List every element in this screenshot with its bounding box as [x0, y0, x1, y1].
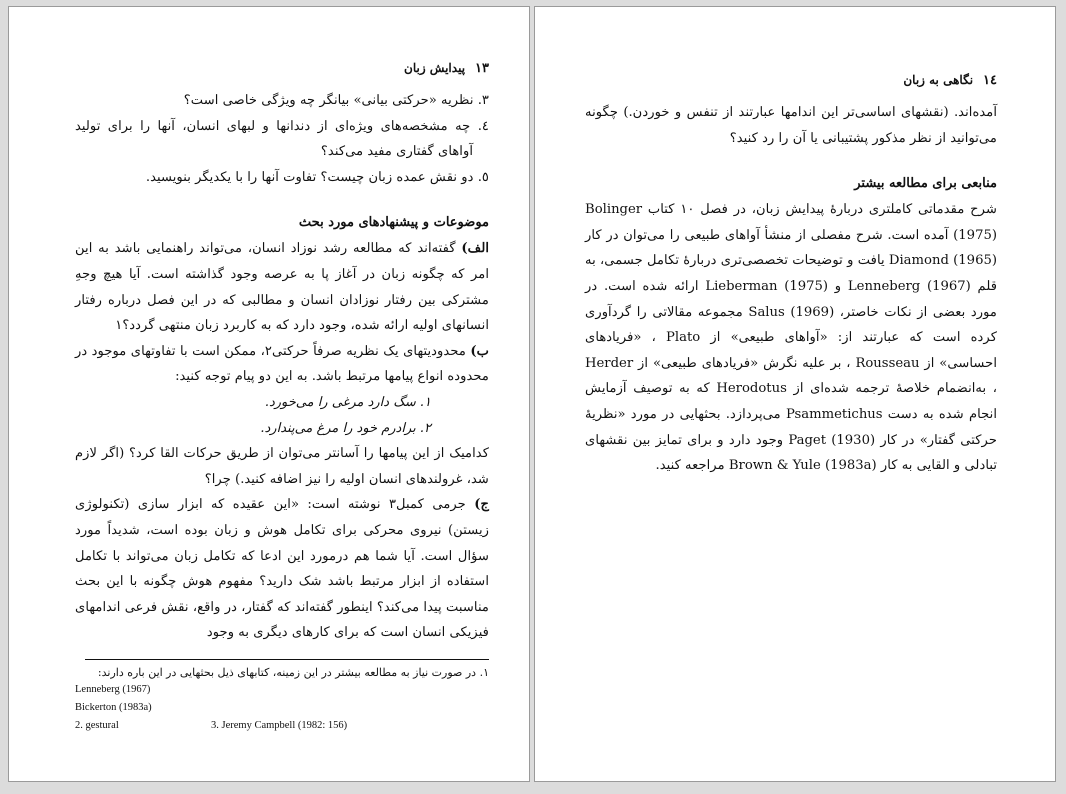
- question-4: ٤. چه مشخصه‌های ویژه‌ای از دندانها و لبهای انسان، آنها را برای تولید آواهای گفتاری مفید می‌کند؟: [75, 118, 489, 160]
- paragraph-continued: آمده‌اند. (نقشهای اساسی‌تر این اندامها عبارتند از تنفس و خوردن.) چگونه می‌توانید از نظر مذکور پشتیبانی یا آن را رد کنید؟: [585, 105, 997, 146]
- footnote-2: 2. gestural: [75, 720, 119, 731]
- question-5: ٥. دو نقش عمده زبان چیست؟ تفاوت آنها را با یکدیگر بنویسید.: [145, 169, 489, 185]
- left-page: [8, 6, 530, 782]
- example-2: ۲. برادرم خود را مرغ می‌پندارد.: [260, 420, 431, 436]
- right-page: [534, 6, 1056, 782]
- right-page-content: [585, 73, 997, 479]
- paragraph-a-text: گفته‌اند که مطالعه رشد نوزاد انسان، می‌تواند راهنمایی باشد به این امر که چگونه زبان در آغاز پا به عرصه وجود گذاشته است. آیا هیچ وجهِ مشترکی بین رفتار نوزادان انسان و مطالبی که در این فصل درباره رفتار انسانهای اولیه ارائه شده، وجود دارد که به کاربرد زبان منتهی گردد؟۱: [75, 241, 489, 334]
- footnote-ref-lenneberg: Lenneberg (1967): [75, 684, 151, 695]
- footnote-ref-bickerton: Bickerton (1983a): [75, 702, 152, 713]
- paragraph-a-label: الف): [461, 241, 489, 257]
- running-title: پیدایش زبان: [404, 61, 466, 75]
- right-page-header: [585, 73, 997, 88]
- footnote-1: ۱. در صورت نیاز به مطالعه بیشتر در این زمینه، کتابهای ذیل بحثهایی در این باره دارند:: [97, 666, 489, 679]
- section-heading-topics: موضوعات و پیشنهادهای مورد بحث: [298, 215, 489, 231]
- paragraph-b-text: محدودیتهای یک نظریه صرفاً حرکتی۲، ممکن است با تفاوتهای موجود در محدوده انواع پیامها مرتبط باشد. به این دو پیام توجه کنید:: [75, 343, 489, 385]
- question-3: ۳. نظریه «حرکتی بیانی» بیانگر چه ویژگی خاصی است؟: [183, 93, 489, 108]
- left-page-header: [75, 61, 489, 76]
- paragraph-c: [75, 492, 489, 646]
- paragraph-sources: شرح مقدماتی کاملتری دربارهٔ پیدایش زبان، در فصل ۱۰ کتاب Bolinger (1975) آمده است. شرح مفصلی از منشأ آواهای طبیعی را می‌توان در کار Diamond (1965) یافت و توضیحات تخصصی‌تری دربارهٔ تکامل جسمی، به قلم Lenneberg (1967) و Lieberman (1975) ارائه شده است. در مورد بعضی از نکات خاصتر، Salus (1969) مجموعه مقالاتی را گردآوری کرده است که عبارتند از: «آواهای طبیعی» از Plato ، «فریادهای احساسی» از Rousseau ، بر علیه نگرش «فریادهای طبیعی» از Herder ، به‌انضمام خلاصهٔ ترجمه شده‌ای از Herodotus که به توصیف آزمایش انجام شده به دست Psammetichus می‌پردازد. بحثهایی در مورد «نظریهٔ حرکتی گفتار» در کار Paget (1930) وجود دارد و برای تمایز بین نقشهای تبادلی و القایی به کار Brown & Yule (1983a) مراجعه کنید.: [585, 202, 997, 474]
- running-title: نگاهی به زبان: [903, 73, 974, 87]
- section-heading-further-reading: منابعی برای مطالعه بیشتر: [854, 176, 997, 192]
- footnote-3: 3. Jeremy Campbell (1982: 156): [211, 720, 348, 731]
- page-number: ۱۳: [475, 61, 489, 76]
- left-page-content: [75, 61, 489, 646]
- paragraph-a: [75, 236, 489, 338]
- paragraph-b2: کدامیک از این پیامها را آسانتر می‌توان از طریق حرکات القا کرد؟ (اگر لازم شد، غرولندهای انسان اولیه را نیز اضافه کنید.) چرا؟: [75, 446, 489, 487]
- paragraph-c-text: جرمی کمبل۳ نوشته است: «این عقیده که ابزار سازی (تکنولوژی زیستن) نیروی محرکی برای تکامل هوش و زبان بوده است، شدیداً مورد سؤال است. آیا شما هم درمورد این ادعا که تکامل زبان می‌تواند با تکامل استفاده از ابزار مرتبط باشد شک دارید؟ مفهوم هوش چگونه با این بحث مناسبت پیدا می‌کند؟ اینطور گفته‌اند که گفتار، در واقع، نقش فرعی اندامهای فیزیکی انسان است که برای کارهای دیگری به وجود: [75, 497, 489, 641]
- paragraph-b: [75, 339, 489, 390]
- page-number: ١٤: [983, 73, 997, 88]
- paragraph-c-label: ج): [474, 497, 489, 513]
- example-1: ۱. سگ دارد مرغی را می‌خورد.: [264, 394, 431, 410]
- paragraph-b-label: ب): [470, 343, 489, 359]
- footnote-divider: [85, 659, 489, 660]
